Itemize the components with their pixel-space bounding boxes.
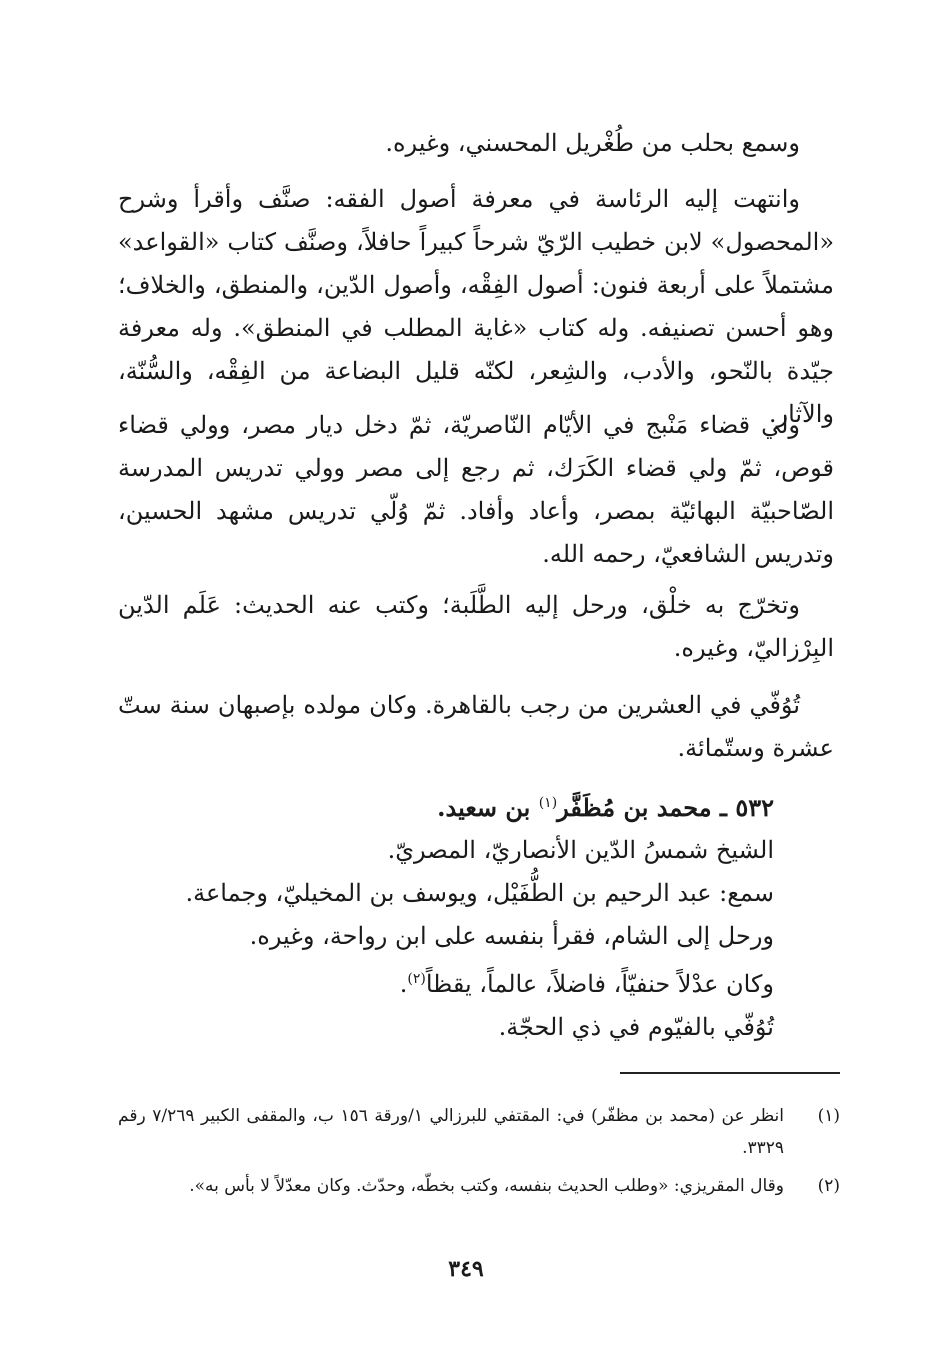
virtues-end: . xyxy=(399,970,408,998)
main-text xyxy=(118,584,834,670)
footnote-divider xyxy=(620,1072,840,1074)
biography-entry xyxy=(118,782,834,1049)
paragraph: وانتهت إليه الرئاسة في معرفة أصول الفقه: صنَّف وأقرأ وشرح «المحصول» لابن خطيب الرّيّ شرحاً كبيراً حافلاً، وصنَّف كتاب «القواعد» مشتملاً على أربعة فنون: أصول الفِقْه، وأصول الدّين، والمنطق، والخلاف؛ وهو أحسن تصنيفه. وله كتاب «غاية المطلب في المنطق». وله معرفة جيّدة بالنّحو، والأدب، والشِعر، لكنّه قليل البضاعة من الفِقْه، والسُّنّة، والآثار. xyxy=(118,185,834,428)
paragraph: تُوُفّي في العشرين من رجب بالقاهرة. وكان مولده بإصبهان سنة ستّ عشرة وستّمائة. xyxy=(118,691,834,762)
paragraph: ولي قضاء مَنْبج في الأيّام النّاصريّة، ثمّ دخل ديار مصر، وولي قضاء قوص، ثمّ ولي قضاء الكَرَك، ثم رجع إلى مصر وولي تدريس المدرسة الصّاحبيّة البهائيّة بمصر، وأعاد وأفاد. ثمّ وُلّي تدريس مشهد الحسين، وتدريس الشافعيّ، رحمه الله. xyxy=(118,411,834,568)
footnotes xyxy=(118,1100,840,1208)
entry-line: الشيخ شمسُ الدّين الأنصاريّ، المصريّ. xyxy=(387,836,774,864)
page-number: ٣٤٩ xyxy=(448,1256,484,1282)
main-text xyxy=(118,122,834,165)
paragraph: وتخرّج به خلْق، ورحل إليه الطَّلَبة؛ وكتب عنه الحديث: عَلَم الدّين البِرْزاليّ، وغيره. xyxy=(118,591,834,662)
footnote xyxy=(118,1100,840,1164)
entry-line: سمع: عبد الرحيم بن الطُّفَيْل، ويوسف بن المخيليّ، وجماعة. xyxy=(185,879,774,907)
main-text xyxy=(118,404,834,576)
entry-title: ٥٣٢ ـ محمد بن مُظَفَّر xyxy=(557,793,774,822)
paragraph: وسمع بحلب من طُغْريل المحسني، وغيره. xyxy=(385,129,800,157)
footnote-number: (١) xyxy=(817,1106,840,1126)
entry-title-tail: بن سعيد. xyxy=(437,793,539,822)
virtues-text: وكان عدْلاً حنفيّاً، فاضلاً، عالماً، يقظاً xyxy=(425,970,774,998)
footnote xyxy=(118,1170,840,1202)
footnote-text: انظر عن (محمد بن مظفّر) في: المقتفي للبرزالي ١/ورقة ١٥٦ ب، والمقفى الكبير ٧/٢٦٩ رقم ٣٣٢٩. xyxy=(118,1106,784,1158)
footnote-ref: (١) xyxy=(538,795,558,811)
entry-line: ورحل إلى الشام، فقرأ بنفسه على ابن رواحة، وغيره. xyxy=(249,922,774,950)
entry-line xyxy=(118,958,834,1006)
main-text xyxy=(118,684,834,770)
main-text xyxy=(118,178,834,436)
entry-line: تُوُفّي بالفيّوم في ذي الحجّة. xyxy=(498,1013,774,1041)
entry-heading xyxy=(118,782,834,829)
footnote-number: (٢) xyxy=(817,1176,840,1196)
footnote-text: وقال المقريزي: «وطلب الحديث بنفسه، وكتب بخطّه، وحدّث. وكان معدّلاً لا بأس به». xyxy=(189,1176,784,1196)
footnote-ref: (٢) xyxy=(407,971,426,987)
